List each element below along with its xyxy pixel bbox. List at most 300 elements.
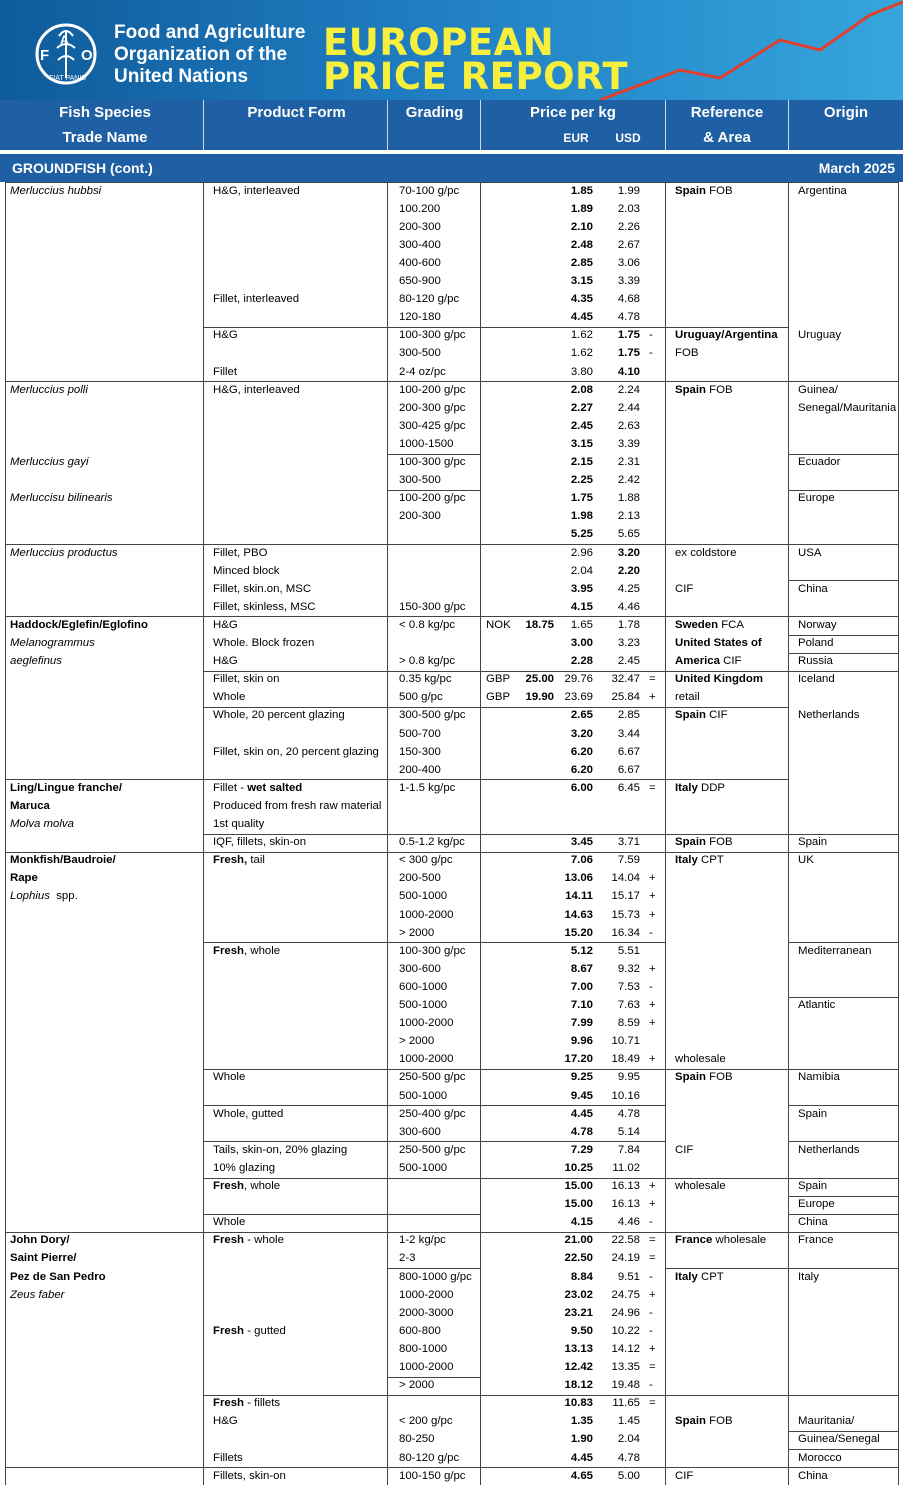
price-change-indicator: - (649, 1306, 653, 1319)
header-divider (387, 100, 388, 150)
price-usd: 6.67 (617, 745, 640, 758)
reference-area (675, 672, 763, 686)
price-eur: 4.15 (570, 600, 593, 613)
origin-value: Poland (798, 637, 834, 649)
row-divider (388, 1377, 480, 1378)
species-name (10, 1251, 76, 1265)
text-fragment: 1st quality (213, 818, 265, 830)
price-eur: 1.98 (570, 510, 593, 523)
origin-value: Europe (798, 1198, 835, 1211)
product-form (213, 636, 314, 650)
grading-value: 2-4 oz/pc (399, 365, 446, 378)
grading-value: 300-425 g/pc (399, 419, 466, 432)
grading-value: 600-800 (399, 1324, 441, 1337)
price-eur: 2.25 (570, 474, 593, 487)
species-name (10, 654, 62, 668)
price-usd: 3.23 (617, 637, 640, 649)
text-fragment: Pez de San Pedro (10, 1270, 106, 1283)
grading-value: 300-400 (399, 238, 441, 251)
grading-value: 650-900 (399, 275, 441, 287)
text-fragment: H&G, interleaved (213, 184, 300, 197)
grading-value: < 300 g/pc (399, 854, 453, 867)
row-divider (5, 1467, 898, 1468)
grading-value: 300-500 g/pc (399, 709, 466, 722)
price-usd: 10.22 (611, 1324, 640, 1337)
price-usd: 9.51 (617, 1270, 640, 1283)
price-usd: 2.45 (617, 655, 640, 668)
row-divider (789, 1449, 898, 1450)
grading-value: 250-500 g/pc (399, 1071, 466, 1084)
price-usd: 6.67 (617, 763, 640, 776)
text-fragment: Uruguay/Argentina (675, 329, 778, 342)
price-eur: 23.21 (564, 1306, 593, 1319)
price-eur: 18.12 (564, 1379, 593, 1392)
price-eur: 9.50 (570, 1324, 593, 1337)
row-divider (203, 1105, 665, 1106)
price-eur: 1.90 (570, 1433, 593, 1446)
price-change-indicator: + (649, 691, 656, 704)
price-usd: 2.20 (617, 564, 640, 577)
price-usd: 22.58 (611, 1234, 640, 1247)
price-change-indicator: - (649, 980, 653, 993)
origin-value: Namibia (798, 1071, 840, 1084)
price-eur: 2.04 (570, 564, 593, 577)
price-eur: 2.10 (570, 220, 593, 233)
product-form (213, 365, 237, 379)
price-eur: 5.12 (570, 944, 593, 957)
price-usd: 1.99 (617, 184, 640, 197)
row-divider (5, 1232, 898, 1233)
row-divider (203, 707, 788, 708)
grading-value: 250-400 g/pc (399, 1107, 466, 1120)
price-eur: 4.45 (570, 1107, 593, 1120)
section-title: GROUNDFISH (cont.) (12, 160, 153, 176)
price-usd: 3.44 (617, 727, 640, 740)
text-fragment: Melanogrammus (10, 637, 95, 649)
species-name (10, 889, 78, 903)
price-usd: 2.85 (617, 709, 640, 722)
price-eur: 3.20 (570, 727, 593, 740)
grading-value: 300-600 (399, 962, 441, 975)
price-eur: 3.80 (570, 365, 593, 378)
grading-value: > 2000 (399, 1379, 435, 1392)
text-fragment: CPT (697, 1270, 724, 1283)
text-fragment: Fillets, skin-on (213, 1469, 286, 1482)
text-fragment: United Kingdom (675, 673, 763, 686)
text-fragment: IQF, fillets, skin-on (213, 836, 307, 849)
grading-value: 150-300 g/pc (399, 600, 466, 613)
price-usd: 4.46 (617, 600, 640, 613)
grading-value: 300-500 (399, 347, 441, 360)
product-form (213, 546, 267, 560)
price-usd: 5.14 (617, 1125, 640, 1138)
price-eur: 13.13 (564, 1342, 593, 1355)
row-divider (203, 327, 788, 328)
header-divider (203, 100, 204, 150)
row-divider (388, 490, 480, 491)
row-divider (203, 671, 898, 672)
price-change-indicator: = (649, 1397, 656, 1410)
origin-value: Mediterranean (798, 944, 872, 957)
product-form (213, 708, 345, 722)
reference-area (675, 654, 741, 668)
product-form (213, 745, 379, 759)
origin-value: Spain (798, 836, 828, 849)
reference-area (675, 1143, 693, 1157)
price-usd: 24.75 (611, 1288, 640, 1301)
reference-area (675, 328, 778, 342)
grading-value: 70-100 g/pc (399, 184, 460, 197)
price-change-indicator: - (649, 347, 653, 360)
header-divider (480, 100, 481, 150)
grading-value: 100-300 g/pc (399, 944, 466, 957)
row-divider (5, 182, 898, 183)
grading-value: 800-1000 g/pc (399, 1270, 472, 1283)
grading-value: 2000-3000 (399, 1306, 454, 1319)
origin-value: Spain (798, 1107, 828, 1120)
price-usd: 4.68 (617, 293, 640, 306)
origin-value: China (798, 1216, 828, 1229)
price-usd: 15.73 (611, 908, 640, 921)
reference-area (675, 1414, 733, 1428)
price-usd: 2.26 (617, 220, 640, 233)
species-name (10, 1288, 64, 1302)
price-eur: 2.45 (570, 419, 593, 432)
text-fragment: Fillet, skinless, MSC (213, 600, 316, 613)
price-change-indicator: + (649, 1053, 656, 1066)
origin-value: Italy (798, 1270, 819, 1283)
product-form (213, 1451, 243, 1465)
price-change-indicator: - (649, 1270, 653, 1283)
price-change-indicator: = (649, 673, 656, 686)
price-usd: 6.45 (617, 781, 640, 794)
price-usd: 1.45 (617, 1415, 640, 1428)
price-change-indicator: + (649, 999, 656, 1011)
price-change-indicator: - (649, 926, 653, 939)
row-divider (5, 616, 898, 617)
price-eur: 2.08 (570, 383, 593, 396)
product-form (213, 817, 264, 831)
price-usd: 2.13 (617, 510, 640, 523)
product-form (213, 654, 238, 668)
grading-value: 0.35 kg/pc (399, 673, 452, 686)
text-fragment: Fresh (213, 944, 245, 957)
text-fragment: Whole (213, 1216, 246, 1229)
column-divider (898, 182, 899, 1485)
origin-value: Uruguay (798, 329, 842, 342)
text-fragment: H&G (213, 655, 238, 668)
price-usd: 4.78 (617, 1107, 640, 1120)
species-name (10, 491, 113, 505)
report-date: March 2025 (818, 160, 895, 176)
origin-value: Morocco (798, 1451, 842, 1464)
product-form (213, 1233, 284, 1247)
reference-area (675, 636, 762, 650)
product-form (213, 1414, 238, 1428)
local-price: 19.90 (525, 691, 554, 704)
price-usd: 4.25 (617, 582, 640, 595)
text-fragment: France (675, 1234, 713, 1247)
text-fragment: tail (247, 854, 265, 867)
text-fragment: CIF (675, 1469, 694, 1482)
row-divider (388, 1268, 480, 1269)
price-eur: 2.48 (570, 238, 593, 251)
grading-value: 100-150 g/pc (399, 1469, 466, 1482)
text-fragment: , whole (244, 1180, 281, 1192)
text-fragment: Saint Pierre/ (10, 1252, 77, 1265)
svg-text:F: F (40, 47, 50, 64)
price-eur: 2.28 (570, 655, 593, 668)
product-form (213, 184, 300, 198)
price-usd: 7.59 (617, 854, 640, 867)
row-divider (789, 454, 898, 455)
text-fragment: Whole (213, 691, 246, 704)
grading-value: < 200 g/pc (399, 1415, 453, 1428)
grading-value: 500-700 (399, 727, 441, 740)
species-name (10, 455, 89, 469)
price-change-indicator: - (649, 1216, 653, 1229)
price-usd: 14.12 (611, 1342, 640, 1355)
species-name (10, 618, 148, 632)
origin-value: Russia (798, 655, 833, 668)
price-usd: 18.49 (611, 1053, 640, 1066)
price-table (0, 182, 903, 1485)
row-divider (789, 942, 898, 943)
row-divider (789, 490, 898, 491)
text-fragment: Merluccisu bilinearis (10, 492, 113, 505)
price-usd: 3.06 (617, 256, 640, 269)
text-fragment: Fillet, interleaved (213, 293, 300, 306)
column-divider (5, 182, 6, 1485)
text-fragment: CPT (697, 854, 724, 867)
text-fragment: Spain (675, 1071, 707, 1084)
species-name (10, 1270, 106, 1284)
price-eur: 23.69 (564, 691, 593, 704)
price-change-indicator: + (649, 1288, 656, 1301)
header-divider (788, 100, 789, 150)
price-usd: 3.39 (617, 275, 640, 287)
reference-area (675, 1233, 766, 1247)
price-eur: 13.06 (564, 872, 593, 885)
org-name-line-3: United Nations (114, 66, 249, 87)
price-usd: 9.32 (617, 962, 640, 975)
text-fragment: CIF (675, 582, 694, 595)
product-form (213, 1324, 286, 1338)
header-trade-name: Trade Name (62, 129, 148, 146)
reference-area (675, 383, 733, 397)
header-reference: Reference (690, 104, 764, 121)
product-form (213, 582, 311, 596)
row-divider (5, 852, 898, 853)
table-header (0, 100, 903, 150)
text-fragment: Spain (675, 1415, 707, 1428)
text-fragment: Lophius (10, 890, 50, 903)
text-fragment: Spain (675, 383, 707, 396)
grading-value: 200-400 (399, 763, 441, 776)
price-eur: 4.15 (570, 1216, 593, 1229)
price-eur: 4.35 (570, 293, 593, 306)
text-fragment: Spain (675, 709, 707, 722)
header-grading: Grading (405, 104, 464, 121)
price-usd: 8.59 (617, 1017, 640, 1030)
species-name (10, 853, 116, 867)
text-fragment: wet salted (247, 781, 303, 794)
row-divider (203, 1214, 480, 1215)
price-usd: 2.04 (617, 1433, 640, 1446)
grading-value: 500 g/pc (399, 691, 443, 704)
grading-value: 100-200 g/pc (399, 492, 466, 505)
price-eur: 3.45 (570, 836, 593, 849)
grading-value: 1-2 kg/pc (399, 1234, 446, 1247)
row-divider (789, 997, 898, 998)
price-eur: 14.63 (564, 908, 593, 921)
price-usd: 14.04 (611, 872, 640, 885)
reference-area (675, 346, 698, 360)
reference-area (675, 184, 733, 198)
grading-value: 300-600 (399, 1125, 441, 1138)
reference-area (675, 1469, 693, 1483)
grading-value: 80-250 (399, 1433, 435, 1446)
text-fragment: H&G, interleaved (213, 383, 300, 396)
price-usd: 7.63 (617, 999, 640, 1011)
product-form (213, 781, 302, 795)
text-fragment: Molva molva (10, 818, 74, 830)
price-eur: 2.96 (570, 546, 593, 559)
text-fragment: H&G (213, 1415, 238, 1428)
row-divider (789, 635, 898, 636)
product-form (213, 835, 306, 849)
text-fragment: retail (675, 691, 700, 704)
price-eur: 5.25 (570, 528, 593, 541)
reference-area (675, 853, 724, 867)
reference-area (675, 1052, 726, 1066)
origin-value: USA (798, 546, 822, 559)
text-fragment: Whole (213, 1071, 246, 1084)
price-eur: 9.25 (570, 1071, 593, 1084)
text-fragment: wholesale (675, 1053, 726, 1066)
origin-value: Guinea/ (798, 383, 838, 396)
price-change-indicator: = (649, 1361, 656, 1373)
header-product-form: Product Form (247, 104, 346, 121)
price-usd: 16.34 (611, 926, 640, 939)
price-usd: 4.10 (617, 365, 640, 378)
grading-value: 1000-2000 (399, 1053, 454, 1066)
grading-value: > 2000 (399, 1035, 435, 1048)
origin-value: Europe (798, 492, 835, 505)
price-usd: 32.47 (611, 673, 640, 686)
text-fragment: Fresh (213, 1180, 245, 1192)
price-eur: 1.89 (570, 202, 593, 215)
origin-value: China (798, 1469, 828, 1482)
price-eur: 10.83 (564, 1397, 593, 1410)
grading-value: 200-300 (399, 220, 441, 233)
price-eur: 29.76 (564, 673, 593, 686)
row-divider (5, 544, 898, 545)
grading-value: 1-1.5 kg/pc (399, 781, 456, 794)
text-fragment: Ling/Lingue franche/ (10, 781, 123, 794)
price-usd: 15.17 (611, 890, 640, 903)
product-form (213, 1396, 280, 1410)
reference-area (675, 781, 725, 795)
origin-value: Atlantic (798, 999, 836, 1011)
price-change-indicator: = (649, 1252, 656, 1265)
product-form (213, 1143, 347, 1157)
row-divider (203, 942, 665, 943)
text-fragment: FOB (706, 184, 733, 197)
origin-value: Norway (798, 618, 837, 631)
origin-value: France (798, 1234, 834, 1247)
text-fragment: Merluccius hubbsi (10, 184, 102, 197)
text-fragment: FOB (706, 383, 733, 396)
reference-area (675, 708, 728, 722)
price-usd: 2.63 (617, 419, 640, 432)
price-eur: 7.00 (570, 980, 593, 993)
product-form (213, 944, 280, 958)
price-usd: 24.19 (611, 1252, 640, 1265)
text-fragment: - whole (244, 1234, 284, 1247)
text-fragment: Rape (10, 872, 38, 885)
text-fragment: Spain (675, 184, 707, 197)
reference-area (675, 618, 744, 632)
price-eur: 2.65 (570, 709, 593, 722)
text-fragment: CIF (706, 709, 728, 722)
row-divider (789, 1105, 898, 1106)
price-usd: 2.24 (617, 383, 640, 396)
text-fragment: Italy (675, 1270, 698, 1283)
price-usd: 1.88 (617, 492, 640, 505)
product-form (213, 1107, 283, 1121)
row-divider (789, 1141, 898, 1142)
product-form (213, 564, 279, 578)
text-fragment: Fillet, skin on, 20 percent glazing (213, 745, 379, 758)
row-divider (665, 1268, 898, 1269)
currency-code: GBP (486, 673, 511, 686)
text-fragment: Merluccius polli (10, 383, 88, 396)
text-fragment: Sweden (675, 618, 719, 631)
text-fragment: Whole, 20 percent glazing (213, 709, 345, 722)
price-usd: 2.44 (617, 401, 640, 414)
row-divider (203, 1178, 898, 1179)
text-fragment: Whole, gutted (213, 1107, 284, 1120)
price-eur: 6.00 (570, 781, 593, 794)
price-usd: 4.78 (617, 311, 640, 324)
price-eur: 15.20 (564, 926, 593, 939)
price-change-indicator: - (649, 1324, 653, 1337)
grading-value: 200-300 (399, 510, 441, 523)
text-fragment: Monkfish/Baudroie/ (10, 854, 116, 867)
text-fragment: John Dory/ (10, 1234, 70, 1247)
row-divider (203, 834, 898, 835)
price-usd: 4.46 (617, 1216, 640, 1229)
price-eur: 3.15 (570, 437, 593, 450)
price-change-indicator: + (649, 908, 656, 921)
svg-text:O: O (81, 47, 93, 64)
price-eur: 1.35 (570, 1415, 593, 1428)
price-usd: 1.75 (617, 329, 640, 342)
price-eur: 14.11 (565, 890, 593, 903)
price-eur: 9.96 (570, 1035, 593, 1048)
price-eur: 12.42 (564, 1361, 593, 1373)
species-name (10, 184, 101, 198)
text-fragment: United States of (675, 637, 762, 649)
fao-logo-icon (27, 22, 105, 87)
report-title-line-2: PRICE REPORT (323, 55, 629, 98)
price-eur: 21.00 (564, 1234, 593, 1247)
grading-value: 800-1000 (399, 1342, 448, 1355)
row-divider (789, 1431, 898, 1432)
grading-value: 120-180 (399, 311, 441, 324)
price-eur: 4.65 (570, 1469, 593, 1482)
